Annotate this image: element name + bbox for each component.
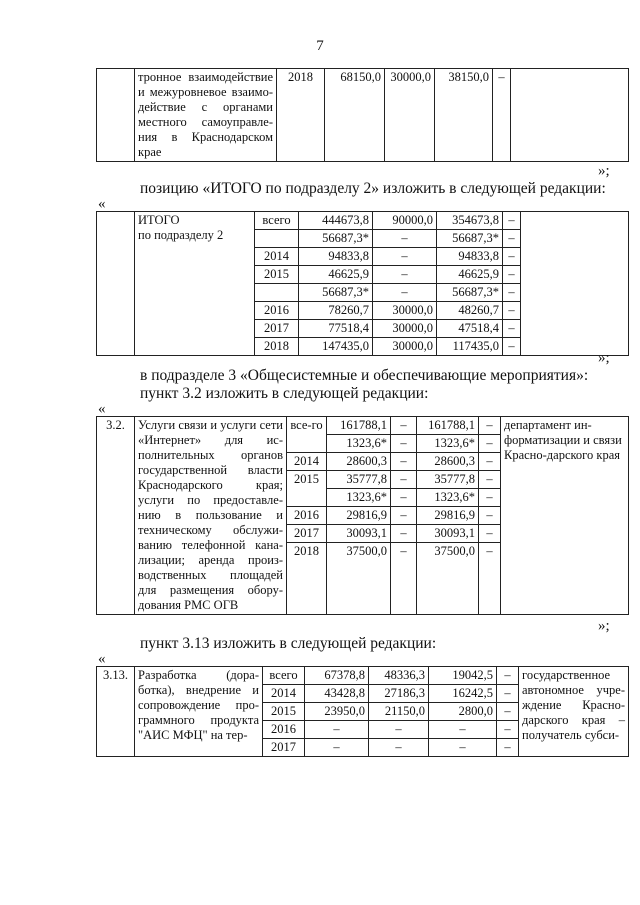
value-cell: – <box>373 266 437 284</box>
total-label-line2: по подразделу 2 <box>138 228 224 242</box>
value-cell: 94833,8 <box>299 248 373 266</box>
table-total-subsection-2 <box>96 211 629 356</box>
year-cell: 2017 <box>287 525 327 543</box>
value-cell: – <box>479 453 501 471</box>
value-cell: – <box>429 721 497 739</box>
closing-quote: »; <box>598 618 610 634</box>
item-number: 3.2. <box>97 417 135 615</box>
value-cell: 23950,0 <box>305 703 369 721</box>
table-item-3-13 <box>96 666 629 757</box>
value-cell: – <box>479 507 501 525</box>
instruction-paragraph: пункт 3.2 изложить в следующей редакции: <box>140 385 429 402</box>
year-cell <box>255 230 299 248</box>
value-cell: 19042,5 <box>429 667 497 685</box>
instruction-paragraph: позицию «ИТОГО по подразделу 2» изложить в следующей редакции: <box>140 180 606 197</box>
value-cell: – <box>391 453 417 471</box>
year-cell: 2014 <box>255 248 299 266</box>
value-cell: – <box>373 248 437 266</box>
empty-cell <box>97 212 135 356</box>
value-cell: – <box>373 230 437 248</box>
value-cell: 117435,0 <box>437 338 503 356</box>
value-cell: 77518,4 <box>299 320 373 338</box>
value-cell: – <box>479 489 501 507</box>
item-number: 3.13. <box>97 667 135 757</box>
value-cell: – <box>497 685 519 703</box>
year-cell: 2015 <box>287 471 327 507</box>
responsible-department: департамент ин-форматизации и связи Красно-дарского края <box>501 417 629 615</box>
value-cell: – <box>479 471 501 489</box>
value-cell: – <box>305 739 369 757</box>
value-cell: – <box>391 543 417 615</box>
value-cell: 47518,4 <box>437 320 503 338</box>
value-cell: 46625,9 <box>437 266 503 284</box>
value-cell: 68150,0 <box>325 69 385 162</box>
value-cell: 90000,0 <box>373 212 437 230</box>
value-cell: 30000,0 <box>373 302 437 320</box>
opening-quote: « <box>98 196 106 212</box>
value-cell: 37500,0 <box>327 543 391 615</box>
value-cell: 35777,8 <box>327 471 391 489</box>
year-cell: 2015 <box>263 703 305 721</box>
value-cell: 16242,5 <box>429 685 497 703</box>
value-cell: – <box>391 435 417 453</box>
value-cell: 37500,0 <box>417 543 479 615</box>
closing-quote: »; <box>598 163 610 179</box>
value-cell: – <box>479 525 501 543</box>
value-cell: 1323,6* <box>417 435 479 453</box>
value-cell: 28600,3 <box>327 453 391 471</box>
year-cell: 2014 <box>263 685 305 703</box>
value-cell: – <box>503 338 521 356</box>
table-continuation <box>96 68 629 162</box>
item-description: Разработка (дора-ботка), внедрение и сопровождение про-граммного продукта "АИС МФЦ" на тер- <box>135 667 263 757</box>
value-cell: 1323,6* <box>327 435 391 453</box>
year-cell: 2016 <box>287 507 327 525</box>
value-cell: – <box>497 721 519 739</box>
value-cell: – <box>497 703 519 721</box>
value-cell: – <box>373 284 437 302</box>
value-cell: 28600,3 <box>417 453 479 471</box>
value-cell: – <box>503 284 521 302</box>
value-cell: – <box>479 435 501 453</box>
year-cell: 2015 <box>255 266 299 284</box>
value-cell: 43428,8 <box>305 685 369 703</box>
page-number: 7 <box>316 38 324 54</box>
value-cell: 30093,1 <box>417 525 479 543</box>
value-cell: 94833,8 <box>437 248 503 266</box>
value-cell: 56687,3* <box>299 230 373 248</box>
value-cell: 27186,3 <box>369 685 429 703</box>
value-cell: 1323,6* <box>417 489 479 507</box>
value-cell: – <box>503 302 521 320</box>
value-cell: 29816,9 <box>417 507 479 525</box>
year-cell: всего <box>263 667 305 685</box>
responsible-organization: государственное автономное учре-ждение Красно-дарского края – получатель субси- <box>519 667 629 757</box>
total-label-line1: ИТОГО <box>138 213 180 227</box>
value-cell: 354673,8 <box>437 212 503 230</box>
value-cell: 67378,8 <box>305 667 369 685</box>
year-cell: 2016 <box>263 721 305 739</box>
value-cell: – <box>391 525 417 543</box>
year-cell: 2018 <box>287 543 327 615</box>
year-cell: 2016 <box>255 302 299 320</box>
value-cell: 48336,3 <box>369 667 429 685</box>
value-cell: 161788,1 <box>327 417 391 435</box>
value-cell: – <box>391 489 417 507</box>
value-cell: 21150,0 <box>369 703 429 721</box>
opening-quote: « <box>98 651 106 667</box>
value-cell: 30000,0 <box>373 338 437 356</box>
value-cell: 444673,8 <box>299 212 373 230</box>
value-cell: 29816,9 <box>327 507 391 525</box>
value-cell: 1323,6* <box>327 489 391 507</box>
value-cell: – <box>503 266 521 284</box>
closing-quote: »; <box>598 350 610 366</box>
value-cell: – <box>391 507 417 525</box>
year-cell: 2017 <box>263 739 305 757</box>
value-cell: – <box>479 543 501 615</box>
year-cell: 2018 <box>277 69 325 162</box>
value-cell: – <box>503 212 521 230</box>
year-cell: 2014 <box>287 453 327 471</box>
value-cell: – <box>305 721 369 739</box>
empty-cell <box>97 69 135 162</box>
value-cell: 30093,1 <box>327 525 391 543</box>
year-cell: 2018 <box>255 338 299 356</box>
year-cell: 2017 <box>255 320 299 338</box>
value-cell: 2800,0 <box>429 703 497 721</box>
empty-cell <box>521 212 629 356</box>
opening-quote: « <box>98 401 106 417</box>
value-cell: – <box>369 721 429 739</box>
value-cell: – <box>369 739 429 757</box>
value-cell: – <box>503 248 521 266</box>
value-cell: – <box>497 667 519 685</box>
year-cell: все-го <box>287 417 327 453</box>
value-cell: 35777,8 <box>417 471 479 489</box>
value-cell: 56687,3* <box>299 284 373 302</box>
value-cell: – <box>391 471 417 489</box>
value-cell: – <box>503 320 521 338</box>
table-item-3-2 <box>96 416 629 615</box>
empty-cell <box>511 69 629 162</box>
value-cell: 38150,0 <box>435 69 493 162</box>
value-cell: – <box>503 230 521 248</box>
total-label <box>135 212 255 356</box>
value-cell: – <box>497 739 519 757</box>
value-cell: – <box>391 417 417 435</box>
instruction-paragraph: пункт 3.13 изложить в следующей редакции: <box>140 635 437 652</box>
value-cell: 56687,3* <box>437 230 503 248</box>
value-cell: 147435,0 <box>299 338 373 356</box>
value-cell: 161788,1 <box>417 417 479 435</box>
value-cell: 46625,9 <box>299 266 373 284</box>
value-cell: – <box>479 417 501 435</box>
year-cell: всего <box>255 212 299 230</box>
item-description: тронное взаимодействие и межуровневое взаимо-действие с органами местного самоуправле-ния в Краснодарском крае <box>135 69 277 162</box>
item-description: Услуги связи и услуги сети «Интернет» для ис-полнительных органов государственной власти Краснодарского края; услуги по предоставле-нию в пользование и техническому обслужи-ванию телефонной кана-лизации; аренда произ-водственных площадей для размещения обору-дования РМС ОГВ <box>135 417 287 615</box>
value-cell: – <box>429 739 497 757</box>
value-cell: 56687,3* <box>437 284 503 302</box>
value-cell: 48260,7 <box>437 302 503 320</box>
value-cell: – <box>493 69 511 162</box>
value-cell: 30000,0 <box>373 320 437 338</box>
instruction-paragraph: в подразделе 3 «Общесистемные и обеспечивающие мероприятия»: <box>140 367 589 384</box>
value-cell: 78260,7 <box>299 302 373 320</box>
year-cell <box>255 284 299 302</box>
value-cell: 30000,0 <box>385 69 435 162</box>
